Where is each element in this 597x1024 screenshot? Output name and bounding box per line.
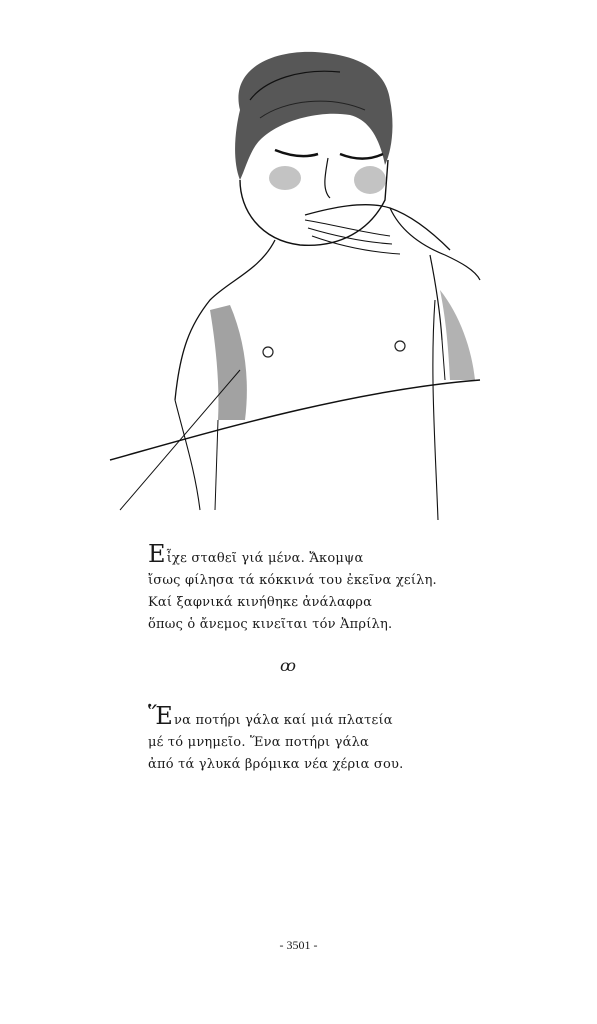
- stanza-2: [148, 702, 404, 776]
- drop-cap: Ε: [148, 540, 166, 568]
- figure-illustration: [100, 40, 490, 530]
- verse-line: ἀπό τά γλυκά βρόμικα νέα χέρια σου.: [148, 757, 404, 772]
- verse-line: μέ τό μνημεῖο. Ἕνα ποτήρι γάλα: [148, 735, 370, 750]
- page-number: - 3501 -: [279, 938, 318, 952]
- verse-line: Εἶχε σταθεῖ γιά μένα. Ἄκομψα: [148, 540, 364, 568]
- verse-line: Ἕνα ποτήρι γάλα καί μιά πλατεία: [148, 702, 393, 730]
- verse-line: ἴσως φίλησα τά κόκκινά του ἐκεῖνα χείλη.: [148, 573, 437, 588]
- verse-line: Καί ξαφνικά κινήθηκε ἀνάλαφρα: [148, 595, 373, 610]
- drop-cap: Ἕ: [148, 702, 174, 730]
- stanza-1: [148, 540, 437, 636]
- ornament-divider: ꝏ: [280, 656, 296, 675]
- verse-line: ὅπως ὁ ἄνεμος κινεῖται τόν Ἀπρίλη.: [148, 617, 393, 632]
